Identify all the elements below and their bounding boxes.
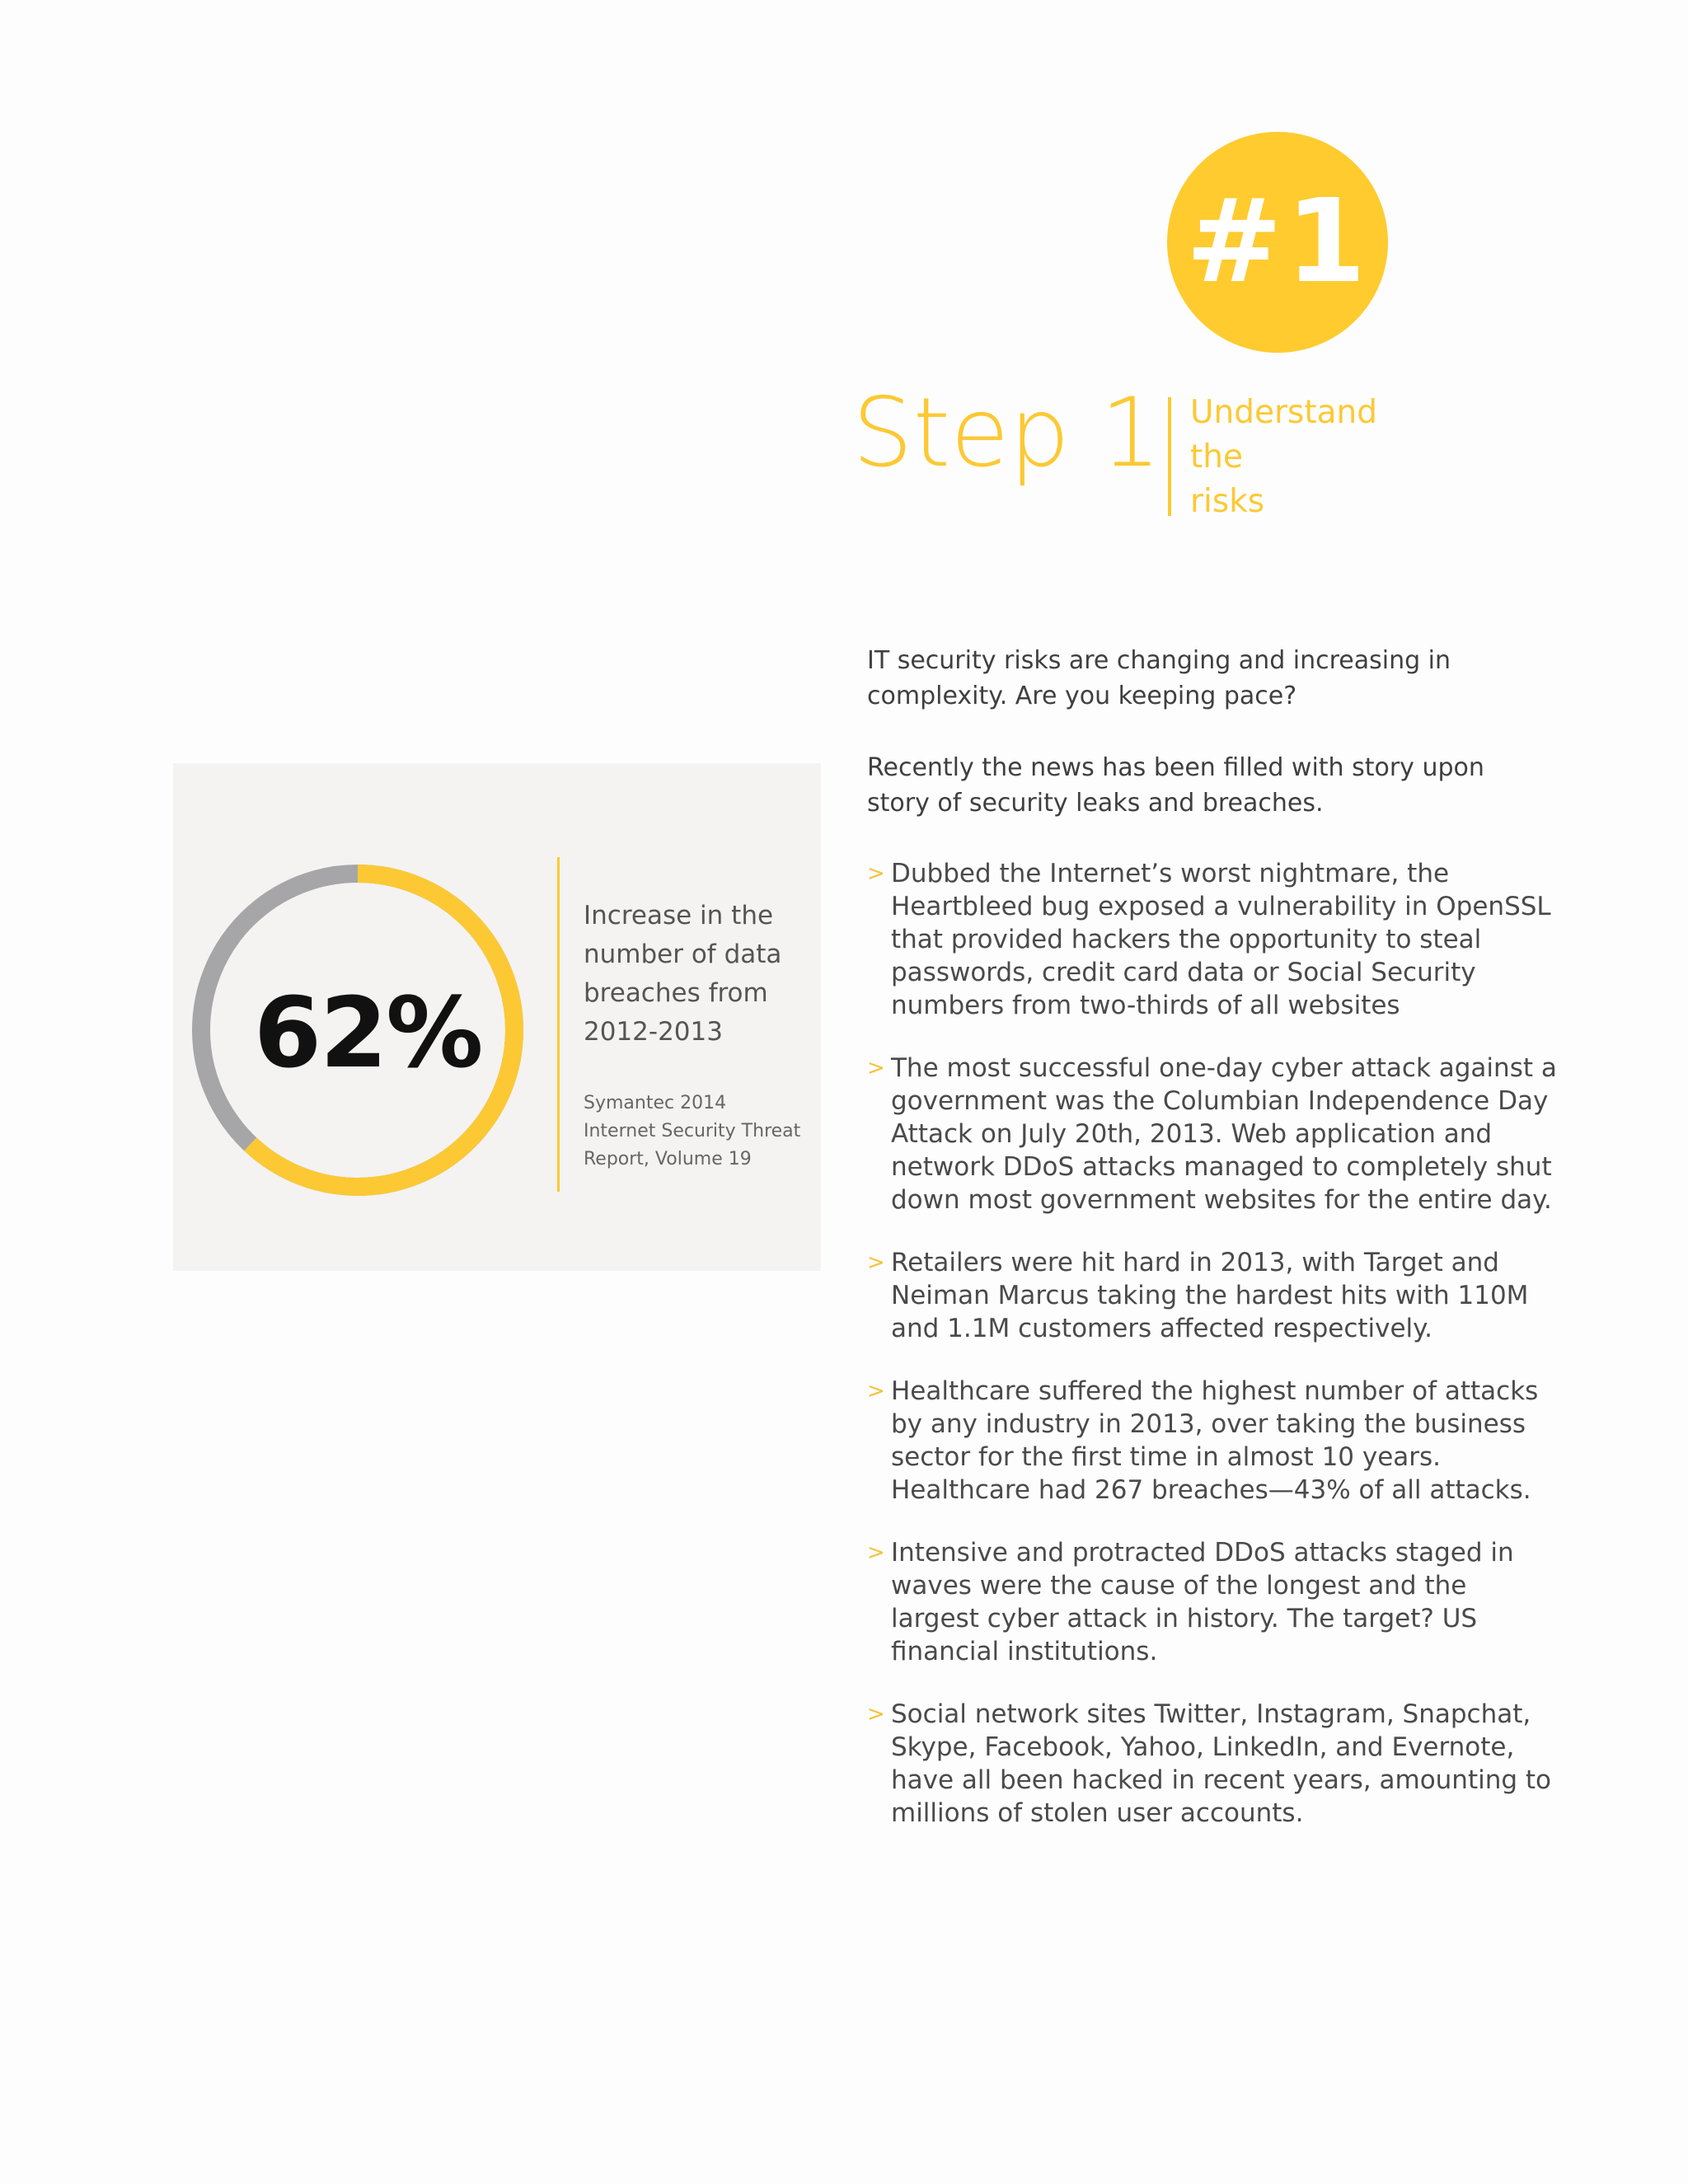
chevron-right-icon: > — [867, 861, 885, 886]
list-item — [867, 1698, 1609, 1830]
step-number-badge — [1167, 132, 1388, 353]
stat-value: 62% — [254, 976, 482, 1090]
source-line: Report, Volume 19 — [584, 1149, 752, 1169]
stat-card — [173, 763, 821, 1271]
stat-source — [584, 1090, 814, 1174]
step-subtitle-line: risks — [1190, 483, 1265, 520]
bullet-text: Retailers were hit hard in 2013, with Target and Neiman Marcus taking the hardest hits with 110M and 1.1M customers affected respectively. — [891, 1248, 1529, 1343]
list-item — [867, 1052, 1609, 1216]
source-line: Symantec 2014 — [584, 1093, 727, 1113]
bullet-text: Healthcare suffered the highest number of attacks by any industry in 2013, over taking the business sector for the first time in almost 10 years. Healthcare had 267 breaches—43% of all attacks. — [891, 1376, 1539, 1505]
chevron-right-icon: > — [867, 1250, 885, 1275]
list-item — [867, 1536, 1609, 1668]
step-divider — [1168, 397, 1171, 516]
chevron-right-icon: > — [867, 1379, 885, 1404]
step-subtitle-line: Understand — [1190, 394, 1378, 431]
list-item — [867, 857, 1609, 1022]
source-line: Internet Security Threat — [584, 1121, 801, 1141]
step-subtitle — [1190, 391, 1404, 524]
step-title: Step 1 — [852, 377, 1161, 489]
intro-paragraph: IT security risks are changing and increasing in complexity. Are you keeping pace? — [867, 646, 1451, 710]
list-item — [867, 1246, 1609, 1345]
card-divider — [557, 857, 560, 1192]
bullet-text: Intensive and protracted DDoS attacks staged in waves were the cause of the longest and the largest cyber attack in history. The target? US financial institutions. — [891, 1538, 1514, 1666]
chevron-right-icon: > — [867, 1702, 885, 1727]
list-item — [867, 1375, 1609, 1507]
stat-description: Increase in the number of data breaches from 2012-2013 — [584, 901, 782, 1047]
bullet-text: The most successful one-day cyber attack against a government was the Columbian Independence Day Attack on July 20th, 2013. Web application and network DDoS attacks managed to completely shut down most government websites for the entire day. — [891, 1053, 1557, 1215]
step-number-text: #1 — [1185, 175, 1370, 309]
risk-bullet-list — [867, 857, 1609, 1859]
bullet-text: Dubbed the Internet’s worst nightmare, the Heartbleed bug exposed a vulnerability in OpenSSL that provided hackers the opportunity to steal passwords, credit card data or Social Security numbers from two-thirds of all websites — [891, 859, 1551, 1020]
chevron-right-icon: > — [867, 1056, 885, 1080]
bullet-text: Social network sites Twitter, Instagram, Snapchat, Skype, Facebook, Yahoo, LinkedIn, and Evernote, have all been hacked in recent years, amounting to millions of stolen user accounts. — [891, 1699, 1552, 1828]
intro-paragraph: Recently the news has been filled with story upon story of security leaks and breaches. — [867, 753, 1484, 818]
step-subtitle-line: the — [1190, 438, 1244, 476]
chevron-right-icon: > — [867, 1540, 885, 1565]
